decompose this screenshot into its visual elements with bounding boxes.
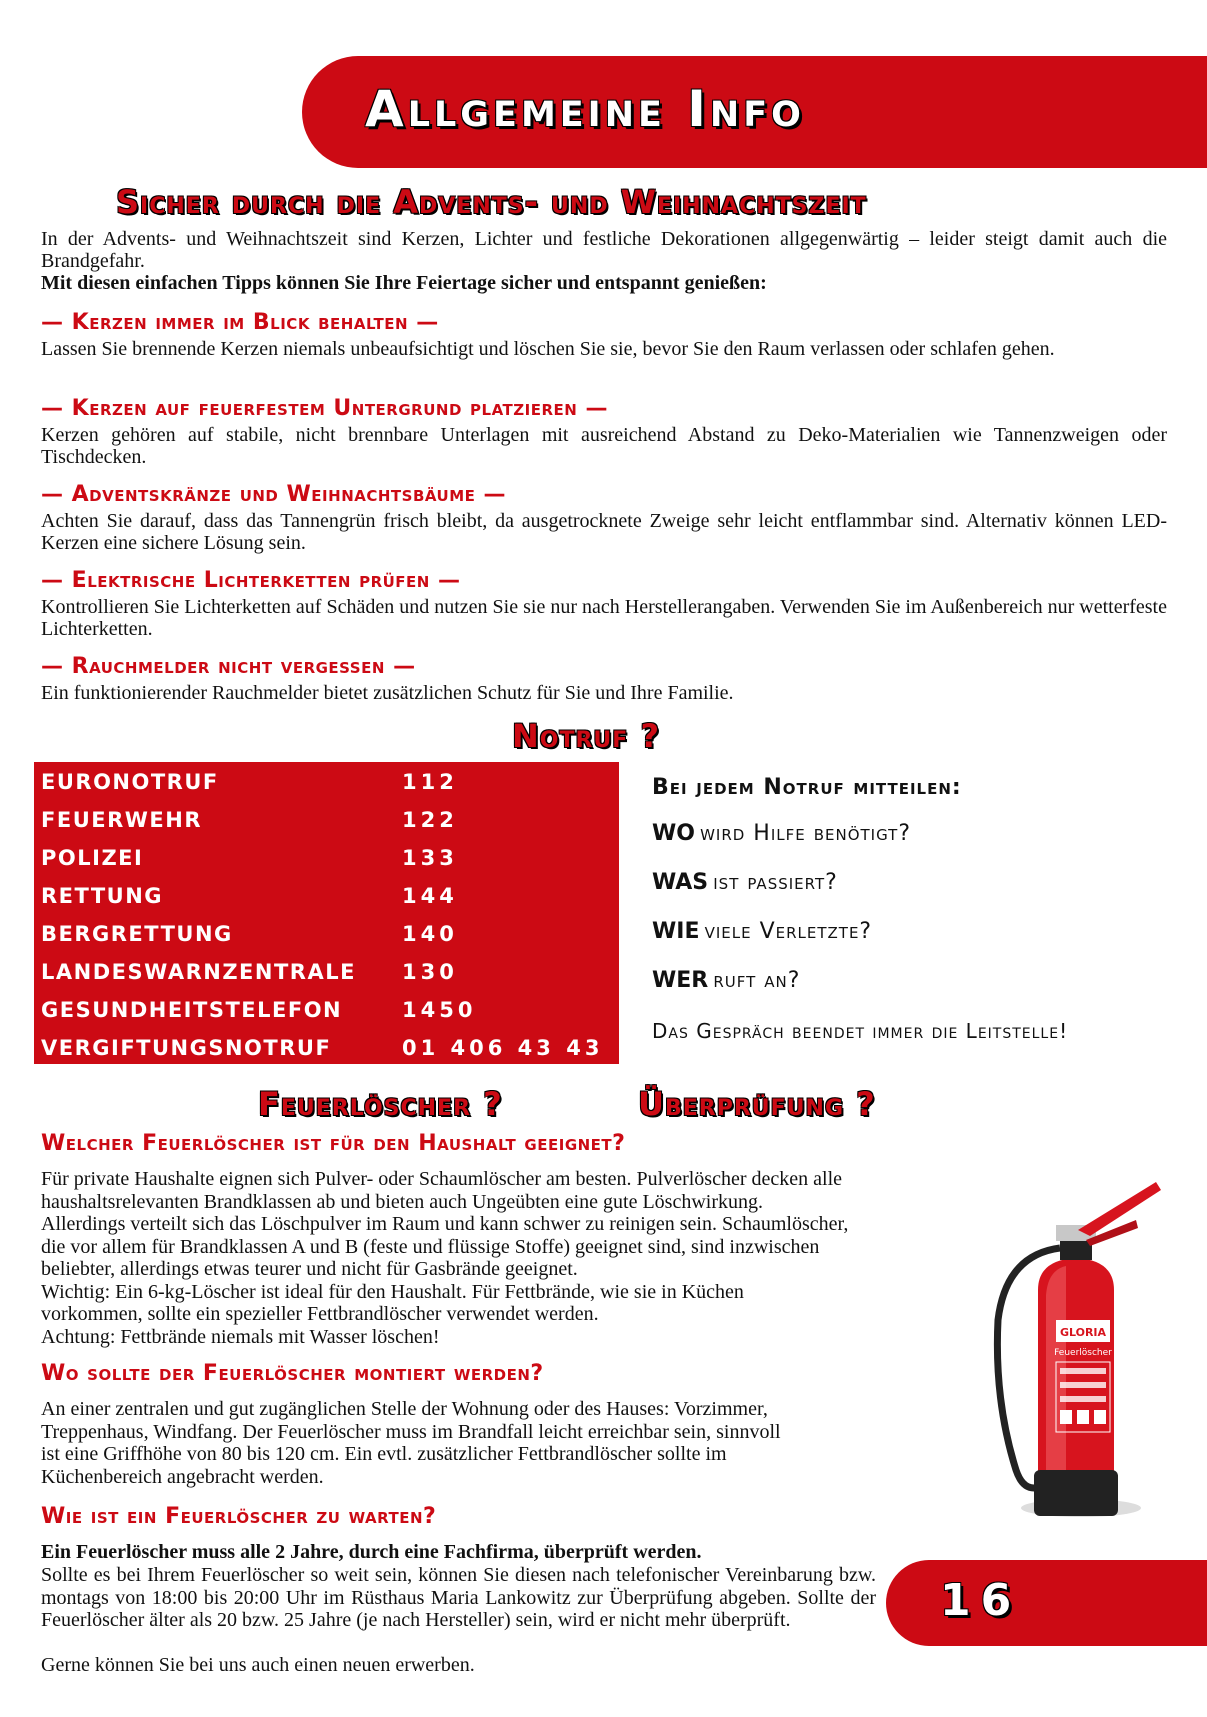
- tip-heading: — Kerzen auf feuerfestem Untergrund platzieren —: [41, 396, 608, 421]
- emergency-label: VERGIFTUNGSNOTRUF: [41, 1036, 332, 1060]
- emergency-number: 130: [402, 960, 458, 984]
- tip-heading: — Adventskränze und Weihnachtsbäume —: [41, 482, 507, 507]
- ueberpruefung-title: Überprüfung ?: [638, 1085, 876, 1123]
- emergency-row: [41, 998, 611, 1028]
- answer-line: Küchenbereich angebracht werden.: [41, 1465, 324, 1488]
- emergency-row: [41, 960, 611, 990]
- answer-line: Treppenhaus, Windfang. Der Feuerlöscher muss im Brandfall leicht erreichbar sein, sinnvoll: [41, 1420, 781, 1443]
- extinguisher-brand: GLORIA: [1059, 1326, 1107, 1339]
- question-text: ist passiert?: [713, 870, 838, 895]
- page-number: 16: [940, 1575, 1022, 1626]
- question-heading: Wo sollte der Feuerlöscher montiert werden?: [41, 1361, 544, 1386]
- tip-text: Kerzen gehören auf stabile, nicht brennbare Unterlagen mit ausreichend Abstand zu Deko-Materialien wie Tannenzweigen oder Tischdecken.: [41, 424, 1167, 468]
- question-text: viele Verletzte?: [704, 919, 873, 944]
- question-key: WO: [652, 821, 695, 846]
- answer-1: [41, 1168, 971, 1348]
- answer-line: beliebter, allerdings etwas teurer und nicht für Gasbrände geeignet.: [41, 1258, 578, 1280]
- answer-3-last: Gerne können Sie bei uns auch einen neuen erwerben.: [41, 1654, 475, 1676]
- emergency-number: 133: [402, 846, 458, 870]
- answer-3: Sollte es bei Ihrem Feuerlöscher so weit sein, können Sie diesen nach telefonischer Vereinbarung bzw. montags von 18:00 bis 20:00 Uhr im Rüsthaus Maria Lankowitz zur Überprüfung abgeben. Sollte der Feuerlöscher älter als 20 bzw. 25 Jahre (je nach Hersteller) sein, wird er nicht mehr überprüft.: [41, 1564, 876, 1631]
- advent-title: Sicher durch die Advents- und Weihnachtszeit: [116, 183, 867, 221]
- notice-title: Bei jedem Notruf mitteilen:: [652, 775, 962, 800]
- emergency-row: [41, 884, 611, 914]
- answer-line: haushaltsrelevanten Brandklassen ab und bieten auch Ungeübten eine gute Löschwirkung.: [41, 1190, 764, 1213]
- emergency-number: 1450: [402, 998, 477, 1022]
- emergency-label: LANDESWARNZENTRALE: [41, 960, 356, 984]
- notice-question: [652, 821, 911, 846]
- extinguisher-type: Feuerlöscher: [1054, 1348, 1112, 1358]
- emergency-row: [41, 846, 611, 876]
- emergency-label: EURONOTRUF: [41, 770, 219, 794]
- answer-line: Wichtig: Ein 6-kg-Löscher ist ideal für den Haushalt. Für Fettbrände, wie sie in Küchen: [41, 1280, 744, 1303]
- emergency-number: 112: [402, 770, 458, 794]
- emergency-row: [41, 808, 611, 838]
- emergency-label: GESUNDHEITSTELEFON: [41, 998, 343, 1022]
- answer-line: ist eine Griffhöhe von 80 bis 120 cm. Ein evtl. zusätzlicher Fettbrandlöscher sollte im: [41, 1443, 727, 1465]
- tip-text: Kontrollieren Sie Lichterketten auf Schäden und nutzen Sie sie nur nach Herstellerangaben. Verwenden Sie im Außenbereich nur wetterfeste Lichterketten.: [41, 596, 1167, 640]
- question-key: WIE: [652, 919, 700, 944]
- emergency-label: RETTUNG: [41, 884, 164, 908]
- emergency-label: POLIZEI: [41, 846, 144, 870]
- notice-closing: Das Gespräch beendet immer die Leitstelle!: [652, 1019, 1069, 1043]
- notice-question: [652, 919, 872, 944]
- notruf-title: Notruf ?: [512, 717, 661, 755]
- tip-heading: — Rauchmelder nicht vergessen —: [41, 654, 416, 679]
- tip-text: Ein funktionierender Rauchmelder bietet zusätzlichen Schutz für Sie und Ihre Familie.: [41, 682, 734, 704]
- answer-line: Achtung: Fettbrände niemals mit Wasser löschen!: [41, 1325, 440, 1348]
- question-key: WER: [652, 968, 709, 993]
- question-heading: Welcher Feuerlöscher ist für den Haushalt geeignet?: [41, 1131, 626, 1156]
- emergency-number: 140: [402, 922, 458, 946]
- page-title: Allgemeine Info: [365, 80, 805, 138]
- answer-line: die vor allem für Brandklassen A und B (feste und flüssige Stoffe) geeignet sind, sind inzwischen: [41, 1235, 820, 1258]
- question-key: WAS: [652, 870, 709, 895]
- notice-question: [652, 968, 800, 993]
- emergency-row: [41, 770, 611, 800]
- tip-text: Lassen Sie brennende Kerzen niemals unbeaufsichtigt und löschen Sie sie, bevor Sie den Raum verlassen oder schlafen gehen.: [41, 338, 1055, 360]
- answer-2: [41, 1398, 971, 1488]
- fire-extinguisher-image: [986, 1170, 1166, 1520]
- answer-line: vorkommen, sollte ein spezieller Fettbrandlöscher verwendet werden.: [41, 1303, 599, 1325]
- emergency-number: 122: [402, 808, 458, 832]
- answer-line: Für private Haushalte eignen sich Pulver- oder Schaumlöscher am besten. Pulverlöscher decken alle: [41, 1168, 843, 1190]
- question-text: wird Hilfe benötigt?: [700, 821, 912, 846]
- question-heading: Wie ist ein Feuerlöscher zu warten?: [41, 1504, 437, 1529]
- emergency-number: 144: [402, 884, 458, 908]
- emergency-row: [41, 1036, 611, 1066]
- feuerloescher-title: Feuerlöscher ?: [258, 1085, 503, 1123]
- tip-text: Achten Sie darauf, dass das Tannengrün frisch bleibt, da ausgetrocknete Zweige sehr leicht entflammbar sind. Alternativ können LED-Kerzen eine sichere Lösung sein.: [41, 510, 1167, 554]
- emergency-row: [41, 922, 611, 952]
- answer-3-bold: Ein Feuerlöscher muss alle 2 Jahre, durch eine Fachfirma, überprüft werden.: [41, 1541, 702, 1563]
- emergency-numbers-box: [34, 762, 619, 1064]
- answer-line: Allerdings verteilt sich das Löschpulver im Raum und kann schwer zu reinigen sein. Schaumlöscher,: [41, 1213, 849, 1235]
- advent-intro-bold: Mit diesen einfachen Tipps können Sie Ihre Feiertage sicher und entspannt genießen:: [41, 272, 767, 294]
- emergency-label: FEUERWEHR: [41, 808, 203, 832]
- notice-question: [652, 870, 838, 895]
- page-number-tab: [886, 1560, 1207, 1646]
- question-text: ruft an?: [713, 968, 801, 993]
- tip-heading: — Elektrische Lichterketten prüfen —: [41, 568, 461, 593]
- emergency-number: 01 406 43 43: [402, 1036, 604, 1060]
- answer-line: An einer zentralen und gut zugänglichen Stelle der Wohnung oder des Hauses: Vorzimmer,: [41, 1398, 768, 1420]
- tip-heading: — Kerzen immer im Blick behalten —: [41, 310, 439, 335]
- advent-intro: In der Advents- und Weihnachtszeit sind Kerzen, Lichter und festliche Dekorationen allgegenwärtig – leider steigt damit auch die Brandgefahr.: [41, 228, 1167, 272]
- emergency-label: BERGRETTUNG: [41, 922, 233, 946]
